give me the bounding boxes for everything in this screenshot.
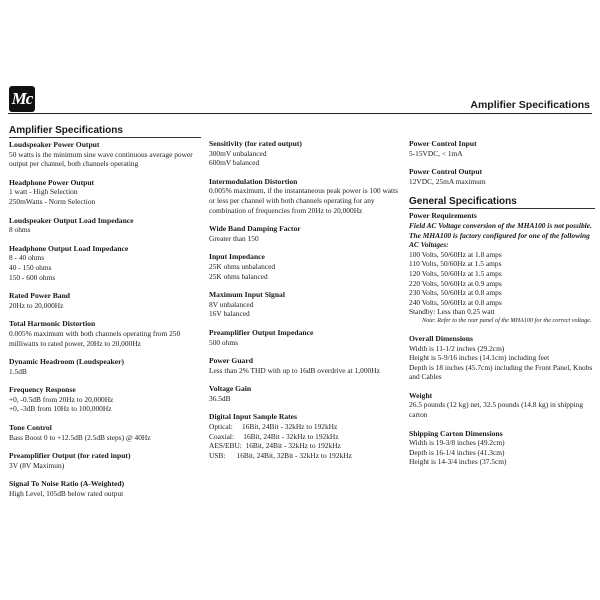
power-requirements-block [409,211,595,325]
spec-value: 40 - 150 ohms [9,262,52,272]
spec-title: Loudspeaker Power Output [9,140,100,149]
general-section-title: General Specifications [409,196,595,209]
header-divider [8,113,592,114]
amplifier-section-title: Amplifier Specifications [9,125,201,138]
spec-block [409,391,595,420]
spec-value: Depth is 18 inches (45.7cm) including the Front Panel, Knobs and Cables [409,362,595,382]
spec-block [9,385,201,414]
spec-block [9,479,201,498]
power-requirements-note: Note: Refer to the rear panel of the MHA100 for the correct voltage. [422,316,592,324]
spec-title: Shipping Carton Dimensions [409,428,503,438]
spec-value: 16V balanced [209,309,250,319]
spec-value: 1.5dB [9,366,27,376]
spec-title: Frequency Response [9,385,76,395]
column-3-specs [409,139,595,186]
voltage-option: 120 Volts, 50/60Hz at 1.5 amps [409,268,502,278]
spec-value: 25K ohms unbalanced [209,261,276,271]
power-requirements-lines [409,250,595,317]
spec-title: Preamplifier Output Impedance [209,327,314,337]
voltage-option: 220 Volts, 50/60Hz at 0.9 amps [409,278,502,288]
spec-block [409,334,595,382]
spec-value: Height is 5-9/16 inches (14.1cm) including feet [409,353,550,363]
spec-value: 26.5 pounds (12 kg) net, 32.5 pounds (14.8 kg) in shipping carton [409,400,585,420]
spec-block [209,328,401,347]
spec-title: Overall Dimensions [409,333,473,343]
spec-value: 8 - 40 ohms [9,253,45,263]
spec-title: Signal To Noise Ratio (A-Weighted) [9,479,125,489]
column-2 [209,139,401,469]
spec-title: Sensitivity (for rated output) [209,139,302,148]
general-specs [409,334,595,467]
column-3 [409,139,595,476]
spec-value: USB: 16Bit, 24Bit, 32Bit - 32kHz to 192kHz [209,450,352,460]
spec-value: 3V (8V Maximun) [9,460,65,470]
spec-block [9,451,201,470]
spec-value: 1 watt - High Selection [9,187,78,197]
spec-block [209,177,401,215]
page-header-title: Amplifier Specifications [470,99,590,111]
spec-value: Bass Boost 0 to +12.5dB (2.5dB steps) @ 40Hz [9,432,151,442]
voltage-option: 230 Volts, 50/60Hz at 0.8 amps [409,288,502,298]
spec-title: Total Harmonic Distortion [9,319,96,329]
spec-value: Greater than 150 [209,233,259,243]
spec-title: Intermodulation Distortion [209,176,298,186]
spec-title: Headphone Power Output [9,177,95,187]
spec-value: Optical: 16Bit, 24Bit - 32kHz to 192kHz [209,422,338,432]
spec-value: 600mV balanced [209,158,260,168]
spec-value: Width is 11-1/2 inches (29.2cm) [409,343,505,353]
spec-block [9,216,201,235]
spec-block [9,178,201,207]
spec-title: Input Impedance [209,252,265,262]
power-requirements-warning: Field AC Voltage conversion of the MHA100 is not possible. The MHA100 is factory configured for one of the following AC Voltages: [409,220,592,250]
mcintosh-logo: Mc [9,86,35,112]
spec-title: Power Guard [209,356,253,366]
voltage-option: 100 Volts, 50/60Hz at 1.8 amps [409,249,502,259]
spec-value: 50 watts is the minimum sine wave continuous average power output per channel, both channels operating [9,149,195,169]
spec-value: 250mWatts - Norm Selection [9,196,96,206]
spec-block [409,167,595,186]
spec-value: 0.005% maximum with both channels operating from 250 milliwatts to rated power, 20Hz to 20,000Hz [9,328,183,348]
spec-block [9,423,201,442]
spec-value: Coaxial: 16Bit, 24Bit - 32kHz to 192kHz [209,431,339,441]
spec-title: Power Control Output [409,167,483,177]
spec-title: Digital Input Sample Rates [209,412,297,422]
spec-value: Less than 2% THD with up to 16dB overdrive at 1,000Hz [209,365,380,375]
spec-block [209,224,401,243]
spec-value: 300mV unbalanced [209,148,267,158]
spec-value: 20Hz to 20,000Hz [9,300,64,310]
spec-value: 12VDC, 25mA maximum [409,176,486,186]
spec-title: Voltage Gain [209,384,252,394]
spec-value: +0, -0.5dB from 20Hz to 20,000Hz [9,394,114,404]
spec-block [9,140,201,169]
spec-block [209,384,401,403]
voltage-option: Standby: Less than 0.25 watt [409,307,495,317]
spec-value: Width is 19-3/8 inches (49.2cm) [409,438,505,448]
spec-title: Rated Power Band [9,291,71,301]
spec-value: 8 ohms [9,225,31,235]
spec-value: +0, -3dB from 10Hz to 100,000Hz [9,404,112,414]
spec-block [9,319,201,348]
spec-block [9,244,201,282]
spec-title: Wide Band Damping Factor [209,224,301,234]
spec-title: Power Control Input [409,139,477,148]
spec-value: High Level, 105dB below rated output [9,489,124,499]
spec-value: 5-15VDC, < 1mA [409,148,463,158]
spec-title: Power Requirements [409,211,477,221]
spec-block [409,429,595,467]
spec-title: Dynamic Headroom (Loudspeaker) [9,357,125,367]
spec-value: AES/EBU: 16Bit, 24Bit - 32kHz to 192kHz [209,441,341,451]
spec-block [409,139,595,158]
spec-title: Loudspeaker Output Load Impedance [9,215,134,225]
spec-block [209,139,401,168]
spec-block [209,356,401,375]
spec-value: Height is 14-3/4 inches (37.5cm) [409,457,507,467]
spec-block [209,252,401,281]
spec-title: Weight [409,390,433,400]
spec-value: 36.5dB [209,393,231,403]
spec-title: Preamplifier Output (for rated input) [9,451,131,461]
spec-value: 150 - 600 ohms [9,272,56,282]
spec-title: Tone Control [9,423,52,433]
spec-title: Maximum Input Signal [209,290,285,300]
spec-value: 25K ohms balanced [209,271,268,281]
column-1 [9,125,201,508]
spec-block [209,412,401,460]
spec-value: Depth is 16-1/4 inches (41.3cm) [409,447,505,457]
spec-value: 500 ohms [209,337,238,347]
spec-block [9,357,201,376]
voltage-option: 110 Volts, 50/60Hz at 1.5 amps [409,259,502,269]
spec-value: 8V unbalanced [209,299,254,309]
spec-title: Headphone Output Load Impedance [9,243,129,253]
column-2-specs [209,139,401,460]
spec-block [9,291,201,310]
spec-value: 0.005% maximum, if the instantaneous peak power is 100 watts or less per channel with both channels operating for any combination of frequencies from 20Hz to 20,000Hz [209,186,400,215]
column-1-specs [9,140,201,499]
voltage-option: 240 Volts, 50/60Hz at 0.8 amps [409,297,502,307]
spec-block [209,290,401,319]
